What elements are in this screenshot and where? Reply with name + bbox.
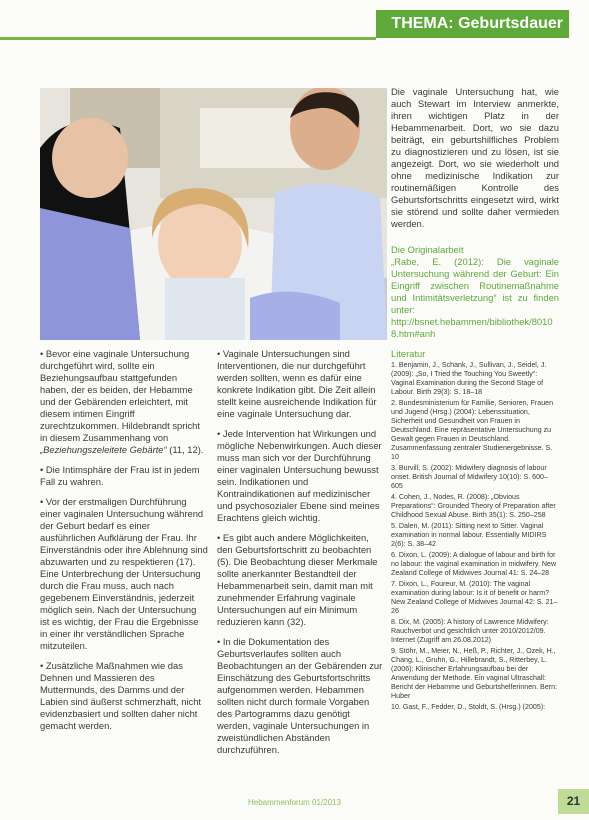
source-link[interactable]: „Rabe, E. (2012): Die vaginale Untersuchung während der Geburt: Ein Eingriff zwischen Routinemaßnahme und Intimitätsverletzung“ ist zu finden unter: http://bsnet.hebammen/bibliothek/8010 8.htm#anh: [391, 256, 559, 339]
bullet-relationship: [40, 348, 208, 456]
bullet-relationship-text: • Bevor eine vaginale Untersuchung durchgeführt wird, sollte ein Beziehungsaufbau stattgefunden haben, der es beiden, der Hebamme und der Gebärenden erleichtert, mit diesem intimen Eingriff zurechtzukommen. Hildebrandt spricht in diesem Zusammenhang von: [40, 348, 200, 443]
section-prefix: THEMA:: [391, 15, 459, 32]
literature-item: 8. Dix, M. (2005): A history of Lawrence Midwifery: Rauchverbot und gesichtlich unter 2010/2012/09. Internet (Zugriff am 26.08.2012): [391, 618, 549, 644]
literature-item: 6. Dixon, L. (2009): A dialogue of labour and birth for no labour: the vaginal examination in midwifery. New Zealand College of Midwives Journal 41: S. 24–28: [391, 551, 557, 577]
bullet-documentation: • In die Dokumentation des Geburtsverlaufes sollten auch Beobachtungen an der Gebärenden zur Einschätzung des Geburtsfortschritts aufgenommen werden. Hebammen sollten nicht durch formale Vorgaben des Partogramms dazu genötigt werden, vaginale Untersuchungen in zweistündlichen Abständen durchzuführen.: [217, 636, 383, 755]
journal-footer: Hebammenforum 01/2013: [248, 798, 341, 807]
literature-list: [391, 361, 559, 714]
section-title: [376, 10, 569, 38]
literature-item: 1. Benjamin, J., Schank, J., Sullivan, J., Seidel, J. (2009): „So, I Tried the Touching You Sweetly“: Vaginal Examination during the Second Stage of Labour. Birth 29(3): S. 18–18: [391, 361, 547, 396]
literature-item: 7. Dixon, L., Foureur, M. (2010): The vaginal examination during labour: Is it of benefit or harm? New Zealand College of Midwives Journal 42: S. 21–26: [391, 580, 558, 615]
section-topic: Geburtsdauer: [458, 15, 563, 32]
bullet-relationship-ref: (11, 12).: [166, 444, 204, 455]
bullet-additional-measures: • Zusätzliche Maßnahmen wie das Dehnen und Massieren des Muttermunds, des Damms und der Labien sind äußerst schmerzhaft, nicht evidenzbasiert und sollten daher nicht gemacht werden.: [40, 660, 202, 731]
literature-item: 5. Dalen, M. (2011): Sitting next to Sitter. Vaginal examination in normal labour. Essentially MIDIRS 2(6): S. 38–42: [391, 522, 547, 548]
bullet-alternatives: • Es gibt auch andere Möglichkeiten, den Geburtsfortschritt zu beobachten (5). Die Beobachtung dieser Merkmale sollte anerkannter Bestandteil der Hebammenarbeit sein, damit man mit zunehmender Erfahrung vaginale Untersuchungen auf ein Minimum reduzieren kann (32).: [217, 532, 378, 627]
bullet-relationship-quote: „Beziehungszeleitete Gebärte“: [40, 444, 167, 455]
column-left: [40, 348, 208, 740]
column-right: [391, 86, 559, 340]
page-number: 21: [558, 789, 589, 814]
source-heading: Die Originalarbeit: [391, 244, 464, 255]
literature-item: 4. Cohen, J., Nodes, R. (2008): „Obvious Preparations“: Grounded Theory of Preparation after Childhood Sexual Abuse. Birth 35(1): S. 250–258: [391, 493, 556, 519]
literature-item: 9. Stöhr, M., Meier, N., Heß, P., Richter, J., Ozek, H., Chang, L., Gruhn, G., Hillebrandt, S., Ritterbey, L. (2006): Klinischer Erfahrungsaufbau bei der Anwendung der Methode. Ein vaginal Ultraschall: Bericht der Hebamme und Geburtshelferinnen. Bern: Huber: [391, 647, 558, 700]
literature-heading: Literatur: [391, 348, 426, 359]
hospital-photo: [40, 88, 387, 340]
conclusion-paragraph: Die vaginale Untersuchung hat, wie auch Stewart im Interview anmerkte, ihren wichtigen Platz in der Hebammenarbeit. Dort, wo sie dazu beiträgt, ein geburtshilfliches Problem zu diagnostizieren und zu lösen, ist sie angezeigt. Dort, wo sie wiederholt und ohne medizinische Indikation zur routinemäßigen Kontrolle des Geburtsfortschritts eingesetzt wird, wirkt sie störend und sollte daher vermieden werden.: [391, 86, 559, 229]
bullet-side-effects: • Jede Intervention hat Wirkungen und mögliche Nebenwirkungen. Auch dieser muss man sich vor der Durchführung einer vaginalen Untersuchung bewusst sein. Indikationen und Kontraindikationen auf medizinischer und psychosozialer Ebene sind meines Erachtens gleich wichtig.: [217, 428, 382, 523]
bullet-consent: • Vor der erstmaligen Durchführung einer vaginalen Untersuchung während der Geburt bedarf es einer ausführlichen Aufklärung der Frau. Ihr Einverständnis oder ihre Ablehnung sind abzuwarten und zu respektieren (17). Eine Unterbrechung der Untersuchung durch die Frau muss, auch nach gegebenem Einverständnis, jederzeit möglich sein. Nach der Untersuchung ist es wichtig, der Frau die Ergebnisse in einer ihr verständlichen Sprache mitzuteilen.: [40, 496, 208, 651]
literature-item: 10. Gast, F., Fedder, D., Stoldt, S. (Hrsg.) (2005):: [391, 703, 546, 711]
header-rule: [0, 37, 376, 40]
literature-item: 3. Burvill, S. (2002): Midwifery diagnosis of labour onset. British Journal of Midwifery 10(10): S. 600–605: [391, 464, 548, 490]
bullet-privacy: • Die Intimsphäre der Frau ist in jedem Fall zu wahren.: [40, 464, 200, 487]
literature-item: 2. Bundesministerium für Familie, Senioren, Frauen und Jugend (Hrsg.) (2004): Lebenssituation, Sicherheit und Gesundheit von Frauen in Deutschland. Eine repräsentative Untersuchung zu Gewalt gegen Frauen in Deutschland. Zusammenfassung zentraler Studienergebnisse. S. 10: [391, 399, 554, 461]
column-middle: [217, 348, 385, 764]
bullet-indication: • Vaginale Untersuchungen sind Interventionen, die nur durchgeführt werden sollten, wenn es dafür eine konkrete Indikation gibt. Die Zeit allein stellt keine ausreichende Indikation für eine vaginale Untersuchung dar.: [217, 348, 377, 419]
